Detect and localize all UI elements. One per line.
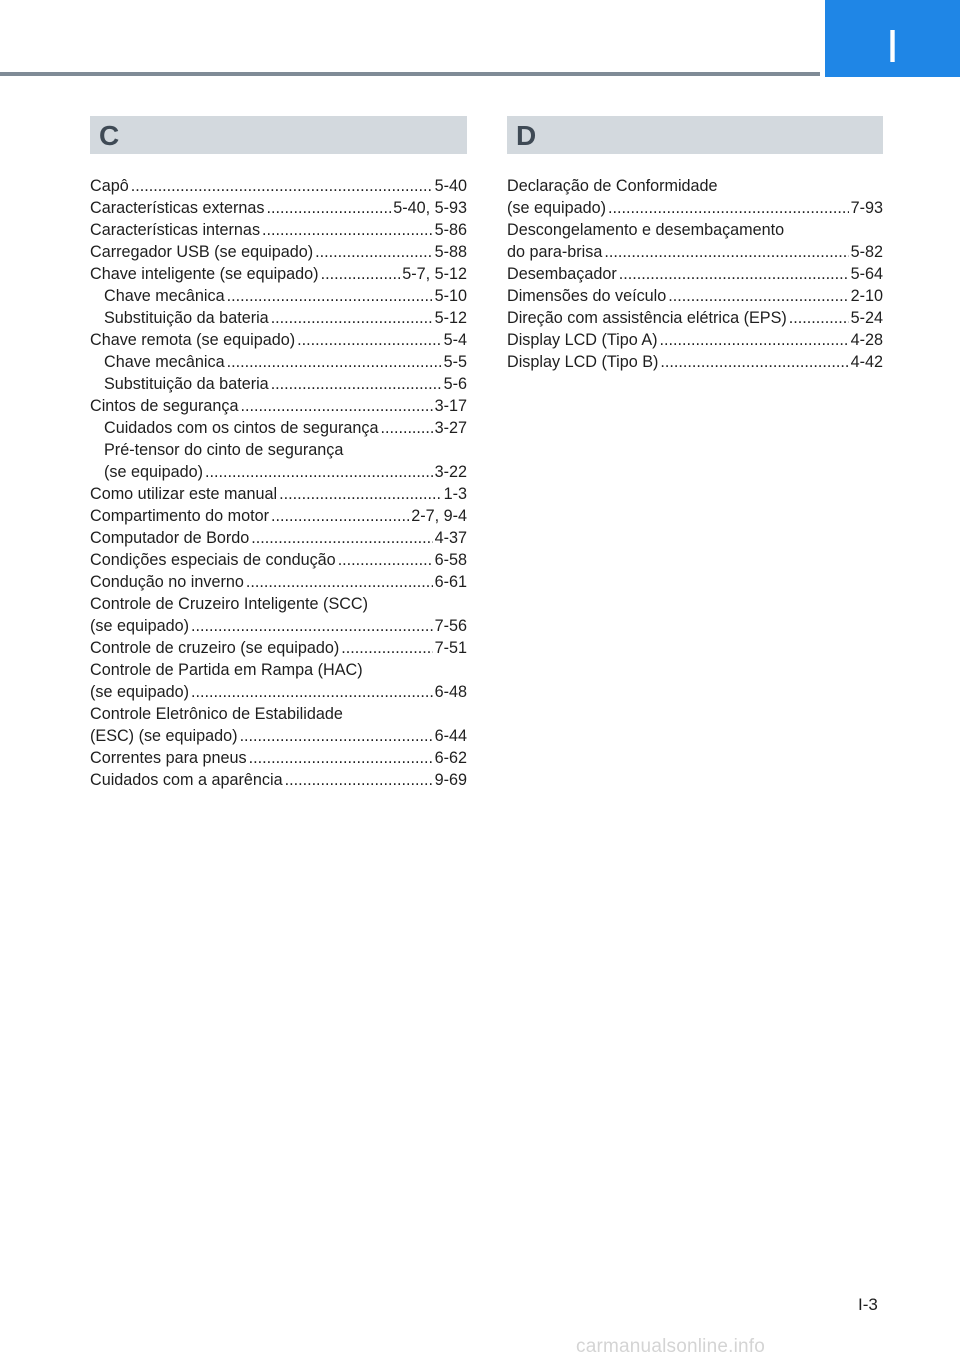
entry-page: 6-62 xyxy=(434,749,467,767)
watermark: carmanualsonline.info xyxy=(576,1336,766,1357)
dot-leader xyxy=(604,241,848,263)
entry-label: (se equipado) xyxy=(90,683,189,701)
entry-page: 4-37 xyxy=(434,529,467,547)
entry-label: Características internas xyxy=(90,221,261,239)
entry-label: Desembaçador xyxy=(507,265,617,283)
index-entry[interactable] xyxy=(90,615,467,637)
entry-page: 6-61 xyxy=(434,573,467,591)
entry-label: Condução no inverno xyxy=(90,573,244,591)
index-subentry[interactable] xyxy=(90,285,467,307)
chapter-tab: I xyxy=(825,0,960,77)
index-entry[interactable] xyxy=(90,483,467,505)
entry-page: 7-56 xyxy=(434,617,467,635)
entry-page: 7-51 xyxy=(434,639,467,657)
entry-label: Cintos de segurança xyxy=(90,397,239,415)
dot-leader xyxy=(380,417,432,439)
index-entry[interactable] xyxy=(507,329,883,351)
index-entry-label[interactable]: Controle de Partida em Rampa (HAC) xyxy=(90,661,363,679)
entry-label: Display LCD (Tipo B) xyxy=(507,353,659,371)
dot-leader xyxy=(240,725,433,747)
entry-page: 3-22 xyxy=(434,463,467,481)
dot-leader xyxy=(608,197,849,219)
entry-page: 3-27 xyxy=(434,419,467,437)
dot-leader xyxy=(227,285,433,307)
dot-leader xyxy=(240,395,432,417)
index-entry-label[interactable]: Controle Eletrônico de Estabilidade xyxy=(90,705,343,723)
entry-label: Chave remota (se equipado) xyxy=(90,331,296,349)
index-subentry-label[interactable]: Pré-tensor do cinto de segurança xyxy=(104,441,344,459)
entry-label: (se equipado) xyxy=(507,199,606,217)
dot-leader xyxy=(251,527,432,549)
dot-leader xyxy=(249,747,433,769)
index-entry-label[interactable]: Descongelamento e desembaçamento xyxy=(507,221,785,239)
entry-label: Condições especiais de condução xyxy=(90,551,336,569)
index-entry[interactable] xyxy=(90,571,467,593)
index-entry-label[interactable]: Controle de Cruzeiro Inteligente (SCC) xyxy=(90,595,369,613)
header-rule xyxy=(0,72,820,76)
index-list-c xyxy=(90,175,467,791)
index-entry[interactable] xyxy=(90,175,467,197)
section-header-d: D xyxy=(507,116,883,154)
entry-label: Dimensões do veículo xyxy=(507,287,667,305)
index-entry[interactable] xyxy=(90,725,467,747)
index-entry[interactable] xyxy=(507,307,883,329)
entry-label: Carregador USB (se equipado) xyxy=(90,243,314,261)
entry-label: Substituição da bateria xyxy=(104,309,269,327)
entry-page: 5-12 xyxy=(434,309,467,327)
index-column-c xyxy=(90,116,467,791)
entry-page: 5-24 xyxy=(850,309,883,327)
entry-page: 7-93 xyxy=(850,199,883,217)
dot-leader xyxy=(262,219,433,241)
index-entry[interactable] xyxy=(507,285,883,307)
index-subentry[interactable] xyxy=(90,373,467,395)
index-entry[interactable] xyxy=(90,747,467,769)
entry-page: 9-69 xyxy=(434,771,467,789)
entry-page: 5-5 xyxy=(443,353,467,371)
dot-leader xyxy=(668,285,848,307)
entry-label: Capô xyxy=(90,177,129,195)
dot-leader xyxy=(619,263,849,285)
index-entry[interactable] xyxy=(90,769,467,791)
entry-page: 2-10 xyxy=(850,287,883,305)
dot-leader xyxy=(246,571,433,593)
entry-page: 5-6 xyxy=(443,375,467,393)
entry-page: 6-48 xyxy=(434,683,467,701)
entry-page: 6-44 xyxy=(434,727,467,745)
entry-label: (ESC) (se equipado) xyxy=(90,727,238,745)
dot-leader xyxy=(271,505,409,527)
entry-label: Cuidados com a aparência xyxy=(90,771,283,789)
entry-page: 2-7, 9-4 xyxy=(411,507,467,525)
index-entry[interactable] xyxy=(90,549,467,571)
entry-page: 5-40 xyxy=(434,177,467,195)
index-subentry[interactable] xyxy=(90,461,467,483)
index-entry[interactable] xyxy=(90,197,467,219)
dot-leader xyxy=(279,483,441,505)
index-entry[interactable] xyxy=(90,681,467,703)
dot-leader xyxy=(315,241,432,263)
index-entry[interactable] xyxy=(90,263,467,285)
dot-leader xyxy=(341,637,432,659)
entry-page: 4-42 xyxy=(850,353,883,371)
index-entry[interactable] xyxy=(507,351,883,373)
entry-label: do para-brisa xyxy=(507,243,603,261)
entry-label: Direção com assistência elétrica (EPS) xyxy=(507,309,787,327)
dot-leader xyxy=(271,373,442,395)
entry-page: 5-64 xyxy=(850,265,883,283)
dot-leader xyxy=(321,263,401,285)
entry-label: Controle de cruzeiro (se equipado) xyxy=(90,639,340,657)
dot-leader xyxy=(297,329,441,351)
dot-leader xyxy=(271,307,433,329)
entry-page: 5-40, 5-93 xyxy=(393,199,467,217)
dot-leader xyxy=(285,769,433,791)
dot-leader xyxy=(789,307,849,329)
index-entry[interactable] xyxy=(507,197,883,219)
index-entry[interactable] xyxy=(507,263,883,285)
entry-page: 1-3 xyxy=(443,485,467,503)
entry-page: 5-86 xyxy=(434,221,467,239)
index-subentry[interactable] xyxy=(90,351,467,373)
index-entry-label[interactable]: Declaração de Conformidade xyxy=(507,177,718,195)
section-header-c: C xyxy=(90,116,467,154)
entry-label: Características externas xyxy=(90,199,265,217)
dot-leader xyxy=(660,351,848,373)
entry-page: 5-82 xyxy=(850,243,883,261)
entry-page: 3-17 xyxy=(434,397,467,415)
index-entry[interactable] xyxy=(90,241,467,263)
entry-label: Computador de Bordo xyxy=(90,529,250,547)
entry-label: Cuidados com os cintos de segurança xyxy=(104,419,379,437)
entry-label: Chave inteligente (se equipado) xyxy=(90,265,319,283)
index-entry[interactable] xyxy=(90,505,467,527)
entry-page: 5-7, 5-12 xyxy=(402,265,467,283)
entry-page: 4-28 xyxy=(850,331,883,349)
entry-label: Display LCD (Tipo A) xyxy=(507,331,658,349)
index-entry[interactable] xyxy=(90,395,467,417)
entry-label: Substituição da bateria xyxy=(104,375,269,393)
entry-label: Chave mecânica xyxy=(104,287,225,305)
index-entry[interactable] xyxy=(507,241,883,263)
index-entry[interactable] xyxy=(90,329,467,351)
entry-page: 5-4 xyxy=(443,331,467,349)
page-number: I-3 xyxy=(858,1295,878,1314)
dot-leader xyxy=(191,681,433,703)
entry-page: 5-88 xyxy=(434,243,467,261)
dot-leader xyxy=(191,615,433,637)
dot-leader xyxy=(267,197,392,219)
index-entry[interactable] xyxy=(90,527,467,549)
dot-leader xyxy=(227,351,442,373)
index-entry[interactable] xyxy=(90,637,467,659)
entry-page: 5-10 xyxy=(434,287,467,305)
index-list-d xyxy=(507,175,883,373)
dot-leader xyxy=(660,329,849,351)
entry-label: Correntes para pneus xyxy=(90,749,247,767)
dot-leader xyxy=(205,461,433,483)
entry-label: Chave mecânica xyxy=(104,353,225,371)
index-column-d xyxy=(507,116,883,373)
index-subentry[interactable] xyxy=(90,417,467,439)
entry-label: (se equipado) xyxy=(104,463,203,481)
index-entry[interactable] xyxy=(90,219,467,241)
entry-label: Compartimento do motor xyxy=(90,507,270,525)
entry-page: 6-58 xyxy=(434,551,467,569)
entry-label: (se equipado) xyxy=(90,617,189,635)
index-subentry[interactable] xyxy=(90,307,467,329)
dot-leader xyxy=(131,175,433,197)
entry-label: Como utilizar este manual xyxy=(90,485,278,503)
dot-leader xyxy=(338,549,433,571)
